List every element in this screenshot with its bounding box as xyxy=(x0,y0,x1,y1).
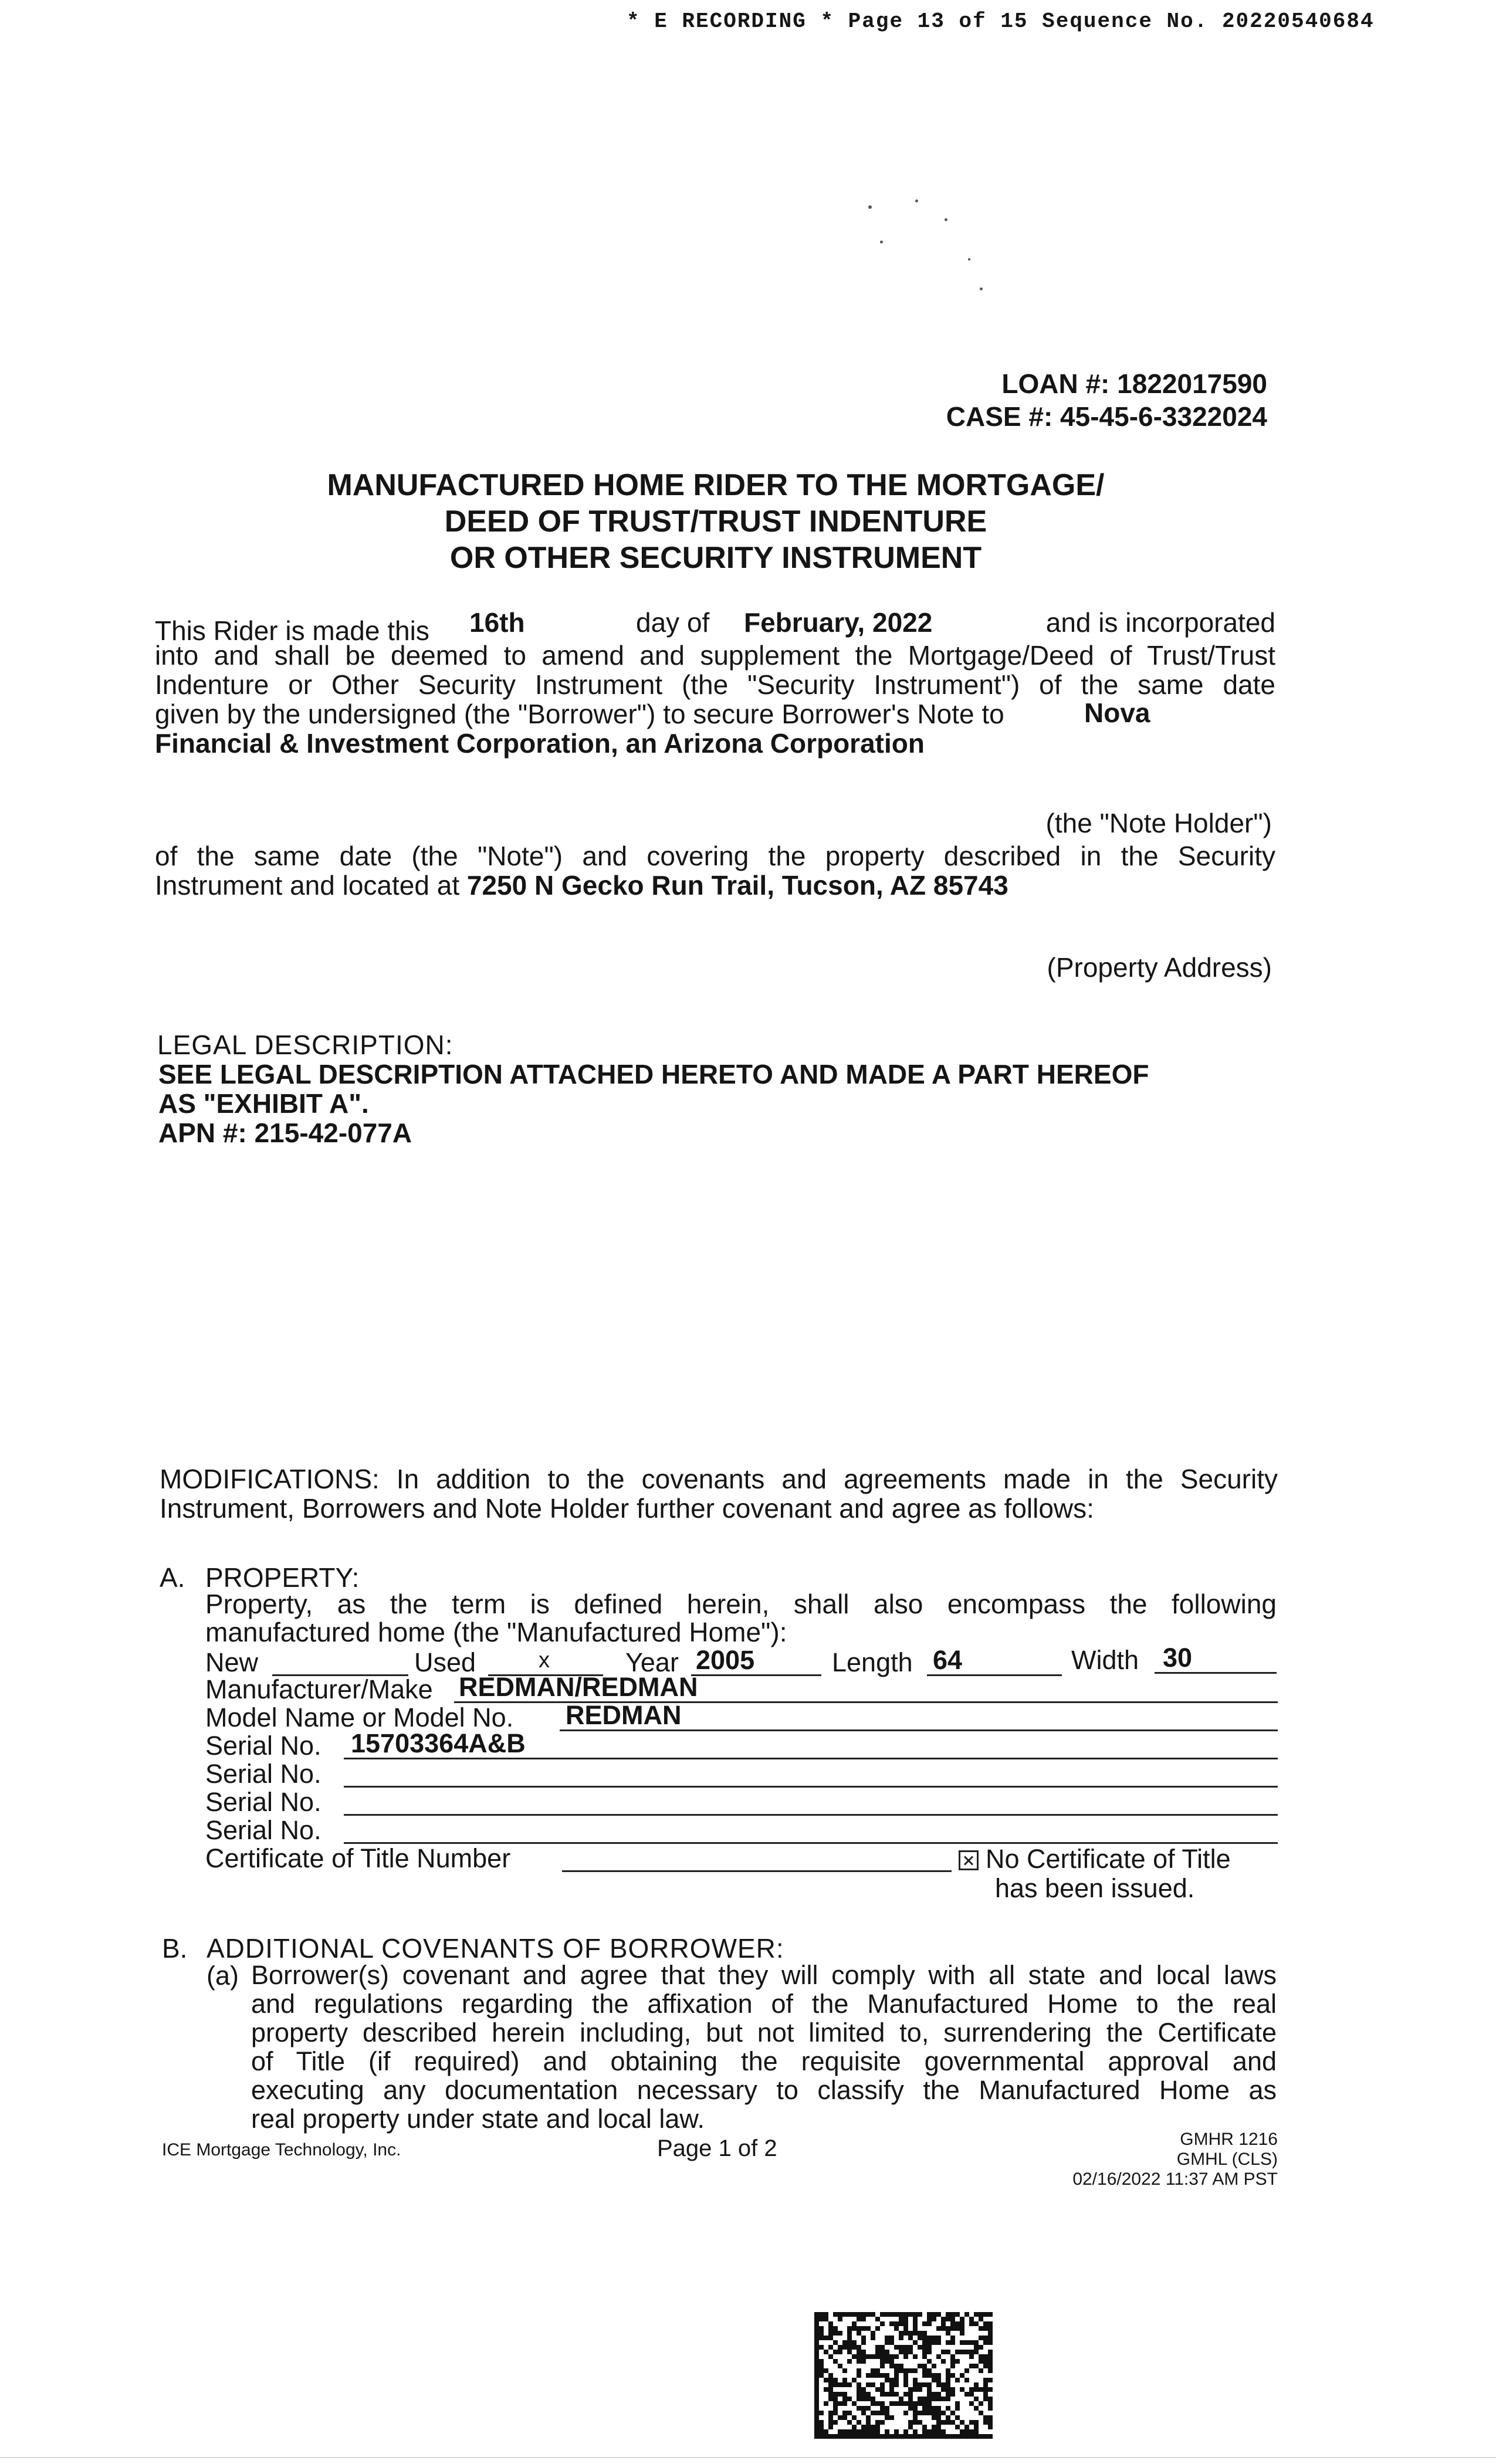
certificate-field xyxy=(562,1844,952,1872)
serial-field-2 xyxy=(344,1760,1278,1788)
modifications-paragraph xyxy=(160,1464,1278,1523)
intro-day-of: day of xyxy=(636,607,710,638)
used-label: Used xyxy=(414,1647,476,1677)
model-value: REDMAN xyxy=(566,1700,682,1730)
scan-edge xyxy=(0,2457,1496,2458)
serial-value-1: 15703364A&B xyxy=(351,1728,526,1758)
property-text-1: Property, as the term is defined herein, shall also encompass the following xyxy=(205,1589,1277,1619)
property-letter: A. xyxy=(160,1562,185,1593)
intro-paragraph xyxy=(155,608,1275,758)
width-value: 30 xyxy=(1163,1643,1193,1673)
certificate-label: Certificate of Title Number xyxy=(205,1843,511,1873)
no-certificate-line-2: has been issued. xyxy=(995,1873,1195,1903)
property-address: 7250 N Gecko Run Trail, Tucson, AZ 85743 xyxy=(466,870,1008,901)
intro-line-6: of the same date (the "Note") and covering the property described in the Security xyxy=(155,841,1275,871)
footer-form-info xyxy=(1072,2130,1278,2189)
width-label: Width xyxy=(1071,1645,1139,1675)
covenant-line-5: executing any documentation necessary to classify the Manufactured Home as xyxy=(251,2075,1277,2105)
length-label: Length xyxy=(832,1647,913,1677)
modifications-line-2: Instrument, Borrowers and Note Holder further covenant and agree as follows: xyxy=(160,1493,1094,1524)
length-value: 64 xyxy=(933,1645,963,1675)
legal-description xyxy=(158,1060,1149,1148)
intro-prefix: This Rider is made this xyxy=(155,615,429,646)
note-holder-label: (the "Note Holder") xyxy=(1045,808,1272,838)
serial-field-4 xyxy=(344,1816,1278,1844)
intro-day: 16th xyxy=(469,607,525,638)
property-address-label: (Property Address) xyxy=(1047,952,1272,983)
no-certificate-checkbox xyxy=(959,1850,979,1870)
intro-month-year: February, 2022 xyxy=(744,607,933,638)
no-certificate-option xyxy=(959,1844,1231,1903)
used-value: x xyxy=(539,1648,550,1673)
intro-continued xyxy=(155,841,1275,900)
footer-timestamp: 02/16/2022 11:37 AM PST xyxy=(1072,2169,1278,2189)
property-text xyxy=(205,1590,1277,1646)
document-title xyxy=(0,467,1431,576)
legal-label: LEGAL DESCRIPTION: xyxy=(157,1030,453,1060)
serial-field-3 xyxy=(344,1788,1278,1816)
covenants-letter: B. xyxy=(162,1933,188,1964)
make-value: REDMAN/REDMAN xyxy=(459,1672,698,1702)
intro-line-7: Instrument and located at xyxy=(155,870,460,901)
title-line-3: OR OTHER SECURITY INSTRUMENT xyxy=(449,541,982,575)
lender-name-part1: Nova xyxy=(1084,698,1150,728)
case-number: CASE #: 45-45-6-3322024 xyxy=(946,401,1267,432)
covenant-item-text xyxy=(251,1961,1277,2133)
covenant-line-3: property described herein including, but not limited to, surrendering the Certificate xyxy=(251,2018,1277,2047)
intro-line-3: Indenture or Other Security Instrument (the "Security Instrument") of the same date xyxy=(155,669,1275,700)
title-line-2: DEED OF TRUST/TRUST INDENTURE xyxy=(444,505,987,539)
covenant-line-4: of Title (if required) and obtaining the requisite governmental approval and xyxy=(251,2046,1277,2076)
recording-header: * E RECORDING * Page 13 of 15 Sequence No. 20220540684 xyxy=(627,9,1375,33)
new-label: New xyxy=(205,1647,259,1677)
loan-block xyxy=(946,367,1267,433)
property-heading: PROPERTY: xyxy=(205,1562,360,1593)
barcode-icon xyxy=(814,2311,993,2439)
lender-name-part2: Financial & Investment Corporation, an Arizona Corporation xyxy=(155,728,925,759)
year-value: 2005 xyxy=(696,1645,755,1675)
modifications-line-1: MODIFICATIONS: In addition to the covenants and agreements made in the Security xyxy=(160,1464,1278,1494)
footer-form-sub: GMHL (CLS) xyxy=(1176,2150,1278,2169)
covenant-line-2: and regulations regarding the affixation of the Manufactured Home to the real xyxy=(251,1989,1277,2019)
intro-line-4: given by the undersigned (the "Borrower") to secure Borrower's Note to xyxy=(155,699,1004,729)
model-label: Model Name or Model No. xyxy=(205,1703,514,1732)
title-line-1: MANUFACTURED HOME RIDER TO THE MORTGAGE/ xyxy=(327,468,1105,502)
year-label: Year xyxy=(625,1647,679,1677)
covenant-item-label: (a) xyxy=(207,1961,239,1991)
covenant-line-6: real property under state and local law. xyxy=(251,2104,705,2134)
footer-form-code: GMHR 1216 xyxy=(1180,2130,1278,2149)
legal-line-1: SEE LEGAL DESCRIPTION ATTACHED HERETO AND MADE A PART HEREOF xyxy=(158,1059,1149,1089)
intro-suffix: and is incorporated xyxy=(1045,607,1275,638)
property-text-2: manufactured home (the "Manufactured Home"): xyxy=(205,1617,787,1647)
legal-line-2: AS "EXHIBIT A". xyxy=(158,1088,369,1119)
intro-line-2: into and shall be deemed to amend and supplement the Mortgage/Deed of Trust/Trust xyxy=(155,640,1275,671)
serial-label-1: Serial No. xyxy=(205,1731,321,1761)
footer-page: Page 1 of 2 xyxy=(657,2135,777,2161)
loan-number: LOAN #: 1822017590 xyxy=(1001,368,1267,399)
footer-company: ICE Mortgage Technology, Inc. xyxy=(162,2140,401,2160)
covenants-heading: ADDITIONAL COVENANTS OF BORROWER: xyxy=(207,1933,784,1964)
new-field xyxy=(272,1649,408,1676)
apn-number: APN #: 215-42-077A xyxy=(158,1118,412,1148)
make-label: Manufacturer/Make xyxy=(205,1674,433,1704)
serial-label-4: Serial No. xyxy=(205,1815,321,1845)
covenant-line-1: Borrower(s) covenant and agree that they will comply with all state and local laws xyxy=(251,1960,1277,1990)
serial-label-3: Serial No. xyxy=(205,1787,321,1817)
serial-label-2: Serial No. xyxy=(205,1759,321,1789)
no-certificate-line-1: No Certificate of Title xyxy=(986,1844,1231,1874)
